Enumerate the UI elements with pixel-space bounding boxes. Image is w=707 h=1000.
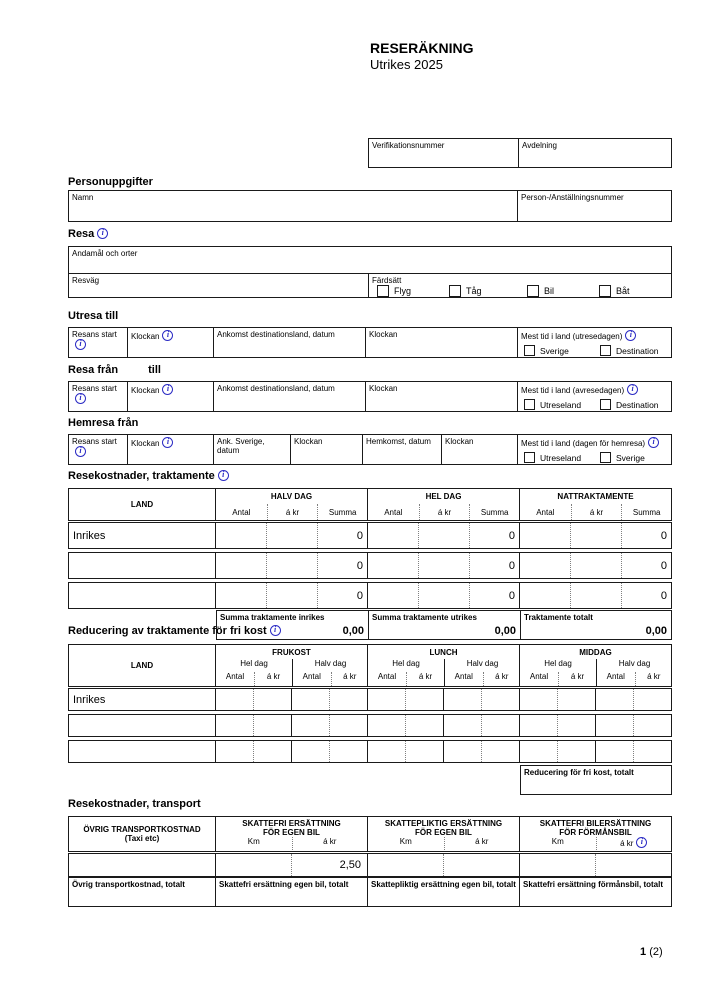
cell-input[interactable]	[329, 715, 367, 736]
checkbox-label: Flyg	[394, 285, 412, 296]
heldag-label: Hel dag	[392, 659, 420, 668]
cell-hel-antal[interactable]	[367, 523, 418, 548]
cell-input[interactable]	[329, 741, 367, 762]
akr-label: á kr	[620, 839, 634, 848]
cell-halv-summa[interactable]: 0	[317, 553, 367, 578]
fardsatt-label: Färdsätt	[372, 276, 402, 285]
checkbox-sverige[interactable]	[524, 345, 535, 356]
page-number	[640, 946, 663, 958]
subcol-akr	[596, 837, 672, 850]
resa-heading-text: Resa	[68, 228, 95, 240]
subcol-akr: á kr	[444, 837, 520, 850]
hemresa-heading: Hemresa från	[68, 417, 139, 429]
cell-input[interactable]	[481, 741, 519, 762]
cell-input[interactable]	[633, 689, 671, 710]
checkbox-label: Bil	[544, 285, 555, 296]
transport-heading: Resekostnader, transport	[68, 798, 201, 810]
info-icon[interactable]	[625, 330, 636, 341]
group-title: LUNCH	[429, 647, 458, 657]
info-icon[interactable]	[162, 330, 173, 341]
resafran-heading-text2: till	[148, 364, 161, 376]
cell-hel-akr[interactable]	[418, 523, 469, 548]
subcol-antal: Antal	[232, 507, 251, 517]
heldag-label: Hel dag	[544, 659, 572, 668]
subcol-akr: á kr	[558, 672, 596, 686]
resafran-heading	[68, 364, 161, 376]
cell-input[interactable]	[557, 689, 595, 710]
total-skattepliktig-cell	[367, 878, 519, 906]
info-icon[interactable]	[162, 437, 173, 448]
verification-box	[368, 138, 672, 168]
hemresa-hemkomst-field[interactable]	[362, 435, 441, 464]
utresa-resans-start-field[interactable]	[69, 328, 127, 357]
resans-start-label: Resans start	[72, 330, 117, 339]
utresa-klockan2-field[interactable]	[365, 328, 517, 357]
col-land-header: LAND	[130, 661, 154, 670]
subcol-summa: Summa	[469, 504, 519, 520]
mest-tid-label: Mest tid i land (utresedagen)	[521, 332, 623, 341]
resafran-resans-start-field[interactable]	[69, 382, 127, 411]
checkbox-label: Utreseland	[540, 452, 582, 463]
col-skattefri-header	[215, 817, 367, 851]
reducering-header	[68, 644, 672, 687]
col-halvdag-header	[215, 489, 367, 520]
info-icon[interactable]	[75, 339, 86, 350]
avdelning-label: Avdelning	[522, 141, 557, 150]
verifikationsnummer-field[interactable]	[369, 139, 518, 167]
subcol-akr: á kr	[483, 672, 521, 686]
resafran-klockan-field[interactable]	[127, 382, 213, 411]
total-value: 0,00	[494, 625, 516, 637]
cell-input[interactable]	[519, 715, 557, 736]
cell-input[interactable]	[557, 715, 595, 736]
mest-tid-label: Mest tid i land (avresedagen)	[521, 386, 625, 395]
total-totalt-cell	[520, 611, 671, 639]
cell-hel-summa[interactable]: 0	[469, 523, 519, 548]
cell-land[interactable]	[69, 741, 215, 762]
reducering-row	[68, 714, 672, 737]
resa-box	[68, 246, 672, 298]
subcol-antal: Antal	[302, 672, 321, 681]
cell-land[interactable]	[69, 715, 215, 736]
total-label: Skattepliktig ersättning egen bil, totalt	[371, 880, 516, 889]
cell-natt-antal[interactable]	[519, 523, 570, 548]
klockan-label: Klockan	[369, 330, 398, 339]
group-title: HEL DAG	[425, 492, 462, 501]
cell-halv-summa[interactable]: 0	[317, 583, 367, 608]
transport-row	[68, 853, 672, 877]
avdelning-field[interactable]	[518, 139, 671, 167]
utresa-heading: Utresa till	[68, 310, 119, 322]
subcol-akr: á kr	[292, 837, 368, 850]
cell-akr-rate[interactable]: 2,50	[291, 854, 367, 876]
resvag-label: Resväg	[72, 276, 100, 285]
cell-input[interactable]	[291, 689, 329, 710]
checkbox-label: Sverige	[616, 452, 645, 463]
klockan-label: Klockan	[294, 437, 323, 446]
ankomst-label: Ankomst destinationsland, datum	[217, 384, 335, 393]
resafran-ankomst-field[interactable]	[213, 382, 365, 411]
heldag-half	[368, 659, 444, 686]
cell-input[interactable]	[519, 741, 557, 762]
traktamente-heading-text: Resekostnader, traktamente	[68, 470, 215, 482]
cell-input[interactable]	[291, 715, 329, 736]
halvdag-half	[596, 659, 672, 686]
cell-akr-input[interactable]	[595, 854, 671, 876]
subcol-antal: Antal	[225, 672, 245, 681]
total-label: Summa traktamente inrikes	[220, 613, 325, 622]
cell-input[interactable]	[215, 689, 253, 710]
checkbox-item-flyg[interactable]	[377, 282, 411, 300]
title-block	[370, 40, 473, 72]
form-subtitle: Utrikes 2025	[370, 57, 443, 72]
col-lunch-header	[367, 645, 519, 686]
resafran-mest-tid-field	[517, 382, 671, 411]
info-icon[interactable]	[270, 625, 281, 636]
utresa-mest-tid-field	[517, 328, 671, 357]
cell-input[interactable]	[405, 715, 443, 736]
info-icon[interactable]	[97, 228, 108, 239]
cell-input[interactable]	[443, 689, 481, 710]
checkbox-flyg[interactable]	[377, 285, 389, 297]
personuppgifter-box	[68, 190, 672, 222]
ankomst-label: Ankomst destinationsland, datum	[217, 330, 335, 339]
cell-input[interactable]	[481, 715, 519, 736]
cell-natt-summa[interactable]: 0	[621, 583, 671, 608]
cell-land[interactable]: Inrikes	[73, 529, 106, 542]
subcol-akr: á kr	[267, 504, 318, 520]
group-line2: FÖR FÖRMÅNSBIL	[559, 828, 632, 837]
halvdag-label: Halv dag	[314, 659, 347, 668]
reducering-row	[68, 688, 672, 711]
cell-input[interactable]	[519, 689, 557, 710]
info-icon[interactable]	[648, 437, 659, 448]
subcol-km: Km	[247, 837, 260, 846]
total-value: 0,00	[645, 625, 667, 637]
subcol-antal: Antal	[536, 507, 555, 517]
cell-natt-antal[interactable]	[519, 553, 570, 578]
checkbox-bat[interactable]	[599, 285, 611, 297]
heldag-label: Hel dag	[240, 659, 268, 668]
total-utrikes-cell	[368, 611, 520, 639]
total-ovrig-cell	[69, 878, 215, 906]
checkbox-label: Tåg	[466, 285, 482, 296]
cell-natt-antal[interactable]	[519, 583, 570, 608]
checkbox-item-utreseland[interactable]	[524, 449, 581, 467]
cell-hel-akr[interactable]	[418, 553, 469, 578]
cell-halv-antal[interactable]	[215, 523, 266, 548]
group-line1: SKATTEFRI BILERSÄTTNING	[539, 819, 652, 828]
cell-natt-akr[interactable]	[570, 523, 621, 548]
info-icon[interactable]	[162, 384, 173, 395]
cell-hel-summa[interactable]: 0	[469, 553, 519, 578]
total-value: 0,00	[342, 625, 364, 637]
subcol-akr: á kr	[635, 672, 673, 686]
hemresa-mest-tid-field	[517, 435, 671, 464]
personuppgifter-heading: Personuppgifter	[68, 176, 153, 188]
form-title: RESERÄKNING	[370, 40, 474, 56]
halvdag-label: Halv dag	[466, 659, 499, 668]
cell-input[interactable]	[443, 715, 481, 736]
checkbox-label: Utreseland	[540, 399, 582, 410]
checkbox-tag[interactable]	[449, 285, 461, 297]
cell-input[interactable]	[405, 741, 443, 762]
halvdag-half	[292, 659, 368, 686]
subcol-akr: á kr	[419, 504, 470, 520]
checkbox-item-destination[interactable]	[600, 342, 659, 360]
cell-input[interactable]	[557, 741, 595, 762]
cell-input[interactable]	[633, 715, 671, 736]
anstallningsnummer-field[interactable]	[517, 191, 671, 221]
namn-label: Namn	[72, 193, 94, 202]
checkbox-label: Destination	[616, 399, 659, 410]
cell-km-input[interactable]	[367, 854, 443, 876]
cell-input[interactable]	[595, 715, 633, 736]
cell-input[interactable]	[595, 741, 633, 762]
cell-input[interactable]	[367, 715, 405, 736]
utresa-ankomst-field[interactable]	[213, 328, 365, 357]
total-label: Skattefri ersättning egen bil, totalt	[219, 880, 349, 889]
group-title: FRUKOST	[272, 647, 311, 657]
info-icon[interactable]	[75, 446, 86, 457]
checkbox-item-utreseland[interactable]	[524, 396, 581, 414]
checkbox-destination[interactable]	[600, 345, 611, 356]
checkbox-label: Destination	[616, 345, 659, 356]
page-number-current: 1	[640, 946, 647, 958]
checkbox-bil[interactable]	[527, 285, 539, 297]
cell-hel-summa[interactable]: 0	[469, 583, 519, 608]
halvdag-label: Halv dag	[618, 659, 651, 668]
cell-km-input[interactable]	[215, 854, 291, 876]
subcol-antal: Antal	[529, 672, 549, 681]
resafran-box	[68, 381, 672, 412]
klockan-label: Klockan	[131, 332, 160, 341]
col-land-header: LAND	[130, 500, 154, 509]
traktamente-totals	[216, 610, 672, 640]
andamal-field[interactable]	[69, 247, 671, 274]
resvag-field[interactable]	[69, 274, 368, 297]
total-formansbil-cell	[519, 878, 671, 906]
cell-input[interactable]	[405, 689, 443, 710]
klockan-label: Klockan	[445, 437, 474, 446]
subcol-akr: á kr	[406, 672, 444, 686]
transport-totals	[68, 877, 672, 907]
klockan-label: Klockan	[131, 439, 160, 448]
cell-land[interactable]	[69, 583, 215, 608]
checkbox-sverige[interactable]	[600, 452, 611, 463]
subcol-akr: á kr	[331, 672, 369, 686]
klockan-label: Klockan	[369, 384, 398, 393]
checkbox-item-bat[interactable]	[599, 282, 630, 300]
group-title: MIDDAG	[579, 647, 612, 657]
info-icon[interactable]	[627, 384, 638, 395]
group-line1: SKATTEPLIKTIG ERSÄTTNING	[384, 819, 503, 828]
cell-halv-akr[interactable]	[266, 523, 317, 548]
cell-km-input[interactable]	[519, 854, 595, 876]
reducering-total-label: Reducering för fri kost, totalt	[524, 768, 634, 777]
subcol-akr: á kr	[571, 504, 622, 520]
reducering-heading-text: Reducering av traktamente för fri kost	[68, 625, 267, 637]
ovrig-line1: ÖVRIG TRANSPORTKOSTNAD	[83, 825, 201, 834]
checkbox-utreseland[interactable]	[524, 452, 535, 463]
checkbox-destination[interactable]	[600, 399, 611, 410]
cell-natt-summa[interactable]: 0	[621, 553, 671, 578]
group-title: NATTRAKTAMENTE	[557, 492, 634, 501]
heldag-half	[216, 659, 292, 686]
mest-tid-label: Mest tid i land (dagen för hemresa)	[521, 439, 646, 448]
cell-input[interactable]	[633, 741, 671, 762]
checkbox-label: Sverige	[540, 345, 569, 356]
cell-hel-antal[interactable]	[367, 583, 418, 608]
total-label: Övrig transportkostnad, totalt	[72, 880, 185, 889]
reducering-row	[68, 740, 672, 763]
verifikationsnummer-label: Verifikationsnummer	[372, 141, 445, 150]
total-label: Summa traktamente utrikes	[372, 613, 477, 622]
utresa-box	[68, 327, 672, 358]
reducering-heading	[68, 625, 281, 637]
subcol-antal: Antal	[377, 672, 397, 681]
hemresa-box	[68, 434, 672, 465]
cell-natt-akr[interactable]	[570, 583, 621, 608]
cell-natt-akr[interactable]	[570, 553, 621, 578]
namn-field[interactable]	[69, 191, 517, 221]
info-icon[interactable]	[218, 470, 229, 481]
cell-input[interactable]	[367, 741, 405, 762]
cell-input[interactable]	[253, 715, 291, 736]
checkbox-item-tag[interactable]	[449, 282, 482, 300]
traktamente-row	[68, 522, 672, 549]
cell-input[interactable]	[215, 741, 253, 762]
cell-input[interactable]	[215, 715, 253, 736]
cell-land[interactable]	[69, 553, 215, 578]
resafran-klockan2-field[interactable]	[365, 382, 517, 411]
col-heldag-header	[367, 489, 519, 520]
reducering-total-box	[520, 765, 672, 795]
cell-hel-akr[interactable]	[418, 583, 469, 608]
group-line2: FÖR EGEN BIL	[415, 828, 472, 837]
ovrig-line2: (Taxi etc)	[124, 834, 160, 843]
col-frukost-header	[215, 645, 367, 686]
subcol-km: Km	[399, 837, 412, 846]
checkbox-item-bil[interactable]	[527, 282, 554, 300]
checkbox-item-sverige[interactable]	[600, 449, 645, 467]
group-title: HALV DAG	[270, 492, 313, 501]
subcol-summa: Summa	[621, 504, 671, 520]
cell-land[interactable]: Inrikes	[73, 693, 106, 706]
resa-heading	[68, 228, 108, 240]
cell-input[interactable]	[253, 741, 291, 762]
hemresa-resans-start-field[interactable]	[69, 435, 127, 464]
hemkomst-label: Hemkomst, datum	[366, 437, 431, 446]
traktamente-row	[68, 582, 672, 609]
ank-sverige-label: Ank. Sverige, datum	[217, 437, 265, 456]
col-nattraktamente-header	[519, 489, 671, 520]
cell-hel-antal[interactable]	[367, 553, 418, 578]
checkbox-item-destination[interactable]	[600, 396, 659, 414]
cell-halv-antal[interactable]	[215, 553, 266, 578]
klockan-label: Klockan	[131, 386, 160, 395]
subcol-antal: Antal	[454, 672, 473, 681]
col-skattepliktig-header	[367, 817, 519, 851]
info-icon[interactable]	[75, 393, 86, 404]
col-ovrig-header	[69, 817, 215, 851]
col-middag-header	[519, 645, 671, 686]
utresa-klockan-field[interactable]	[127, 328, 213, 357]
hemresa-klockan2-field[interactable]	[290, 435, 362, 464]
fardsatt-field	[368, 274, 671, 297]
checkbox-label: Båt	[616, 285, 630, 296]
col-formansbil-header	[519, 817, 671, 851]
info-icon[interactable]	[636, 837, 647, 848]
traktamente-header	[68, 488, 672, 521]
traktamente-row	[68, 552, 672, 579]
anstallningsnummer-label: Person-/Anställningsnummer	[521, 193, 624, 202]
transport-header	[68, 816, 672, 852]
subcol-antal: Antal	[384, 507, 403, 517]
total-skattefri-cell	[215, 878, 367, 906]
checkbox-utreseland[interactable]	[524, 399, 535, 410]
subcol-km: Km	[551, 837, 564, 846]
page-number-total: (2)	[649, 946, 663, 958]
cell-input[interactable]	[367, 689, 405, 710]
group-line1: SKATTEFRI ERSÄTTNING	[242, 819, 341, 828]
cell-input[interactable]	[329, 689, 367, 710]
cell-halv-akr[interactable]	[266, 553, 317, 578]
cell-input[interactable]	[481, 689, 519, 710]
hemresa-klockan-field[interactable]	[127, 435, 213, 464]
cell-akr-input[interactable]	[443, 854, 519, 876]
total-label: Traktamente totalt	[524, 613, 593, 622]
cell-ovrig-input[interactable]	[69, 854, 215, 876]
checkbox-item-sverige[interactable]	[524, 342, 569, 360]
traktamente-heading	[68, 470, 229, 482]
cell-halv-summa[interactable]: 0	[317, 523, 367, 548]
group-line2: FÖR EGEN BIL	[263, 828, 320, 837]
cell-halv-antal[interactable]	[215, 583, 266, 608]
total-label: Skattefri ersättning förmånsbil, totalt	[523, 880, 664, 889]
cell-input[interactable]	[595, 689, 633, 710]
andamal-label: Andamål och orter	[72, 249, 138, 258]
subcol-antal: Antal	[606, 672, 625, 681]
cell-input[interactable]	[443, 741, 481, 762]
cell-input[interactable]	[291, 741, 329, 762]
resans-start-label: Resans start	[72, 384, 117, 393]
resafran-heading-text1: Resa från	[68, 364, 119, 376]
hemresa-ank-sverige-field[interactable]	[213, 435, 290, 464]
halvdag-half	[444, 659, 520, 686]
cell-input[interactable]	[253, 689, 291, 710]
hemresa-klockan3-field[interactable]	[441, 435, 517, 464]
subcol-akr: á kr	[254, 672, 292, 686]
heldag-half	[520, 659, 596, 686]
subcol-summa: Summa	[317, 504, 367, 520]
cell-halv-akr[interactable]	[266, 583, 317, 608]
cell-natt-summa[interactable]: 0	[621, 523, 671, 548]
resans-start-label: Resans start	[72, 437, 117, 446]
